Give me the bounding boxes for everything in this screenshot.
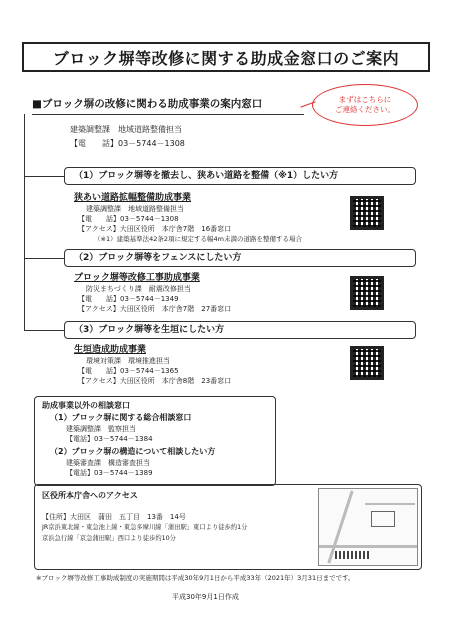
section3-dept: 環境対策課 環境推進担当 <box>86 357 170 365</box>
qr-code-1[interactable] <box>350 196 384 230</box>
map-road <box>319 545 417 548</box>
section2-heading: （2）ブロック塀等をフェンスにしたい方 <box>74 253 242 263</box>
consult-item2-dept: 建築審査課 構造審査担当 <box>66 459 150 467</box>
section1-access: 【アクセス】大田区役所 本庁舎7階 16番窓口 <box>78 225 232 233</box>
access-address: 【住所】大田区 蒲田 五丁目 13番 14号 <box>42 513 186 521</box>
section2-phone: 【電 話】03－5744－1349 <box>78 295 179 303</box>
section1-note: （※1）建築基準法42条2項に規定する幅4m未満の道路を整備する場合 <box>94 235 302 243</box>
section3-heading: （3）ブロック塀等を生垣にしたい方 <box>74 325 225 335</box>
tree-line <box>24 114 25 330</box>
page-title <box>22 42 430 72</box>
section3-phone: 【電 話】03－5744－1365 <box>78 367 179 375</box>
access-map[interactable] <box>318 488 418 566</box>
map-railway <box>335 551 369 559</box>
section1-program: 狭あい道路拡幅整備助成事業 <box>74 193 192 203</box>
connector-2 <box>24 258 64 259</box>
section1-heading: （1）ブロック塀等を撤去し、狭あい道路を整備（※1）したい方 <box>74 171 339 181</box>
section2-dept: 防災まちづくり課 耐震改修担当 <box>86 285 191 293</box>
section1-phone: 【電 話】03－5744－1308 <box>78 215 179 223</box>
access-line1: JR京浜東北線・東急池上線・東急多摩川線「蒲田駅」東口より徒歩約1分 <box>42 524 248 531</box>
access-line2: 京浜急行線「京急蒲田駅」西口より徒歩約10分 <box>42 535 176 542</box>
qr-code-2[interactable] <box>350 276 384 310</box>
consult-heading: 助成事業以外の相談窓口 <box>42 401 130 410</box>
map-road <box>365 503 415 505</box>
connector-3 <box>24 330 64 331</box>
contact-first-bubble <box>312 84 418 126</box>
page-title-text: ブロック塀等改修に関する助成金窓口のご案内 <box>52 48 400 68</box>
consult-item2-heading: （2）ブロック塀の構造について相談したい方 <box>50 447 216 456</box>
footnote: ※ブロック塀等改修工事助成制度の実施期間は平成30年9月1日から平成33年（2021年）3月31日までです。 <box>36 574 355 582</box>
main-heading: ■ブロック塀の改修に関わる助成事業の案内窓口 <box>32 96 304 115</box>
section3-access: 【アクセス】大田区役所 本庁舎8階 23番窓口 <box>78 377 232 385</box>
section2-program: ブロック塀等改修工事助成事業 <box>74 273 200 283</box>
consult-item1-heading: （1）ブロック塀に関する総合相談窓口 <box>50 413 192 422</box>
section3-program: 生垣造成助成事業 <box>74 345 147 355</box>
section2-access: 【アクセス】大田区役所 本庁舎7階 27番窓口 <box>78 305 232 313</box>
bubble-line1: まずはこちらに <box>338 94 392 104</box>
access-heading: 区役所本庁舎へのアクセス <box>42 491 138 500</box>
qr-code-3[interactable] <box>350 346 384 380</box>
section1-dept: 建築調整課 地域道路整備担当 <box>86 205 184 213</box>
bubble-line2: ご連絡ください。 <box>335 105 395 114</box>
first-contact-dept: 建築調整課 地域道路整備担当 <box>70 125 182 134</box>
consult-item2-phone: 【電話】03－5744－1389 <box>66 469 153 477</box>
consult-item1-dept: 建築調整課 監察担当 <box>66 425 136 433</box>
first-contact-phone: 【電 話】03－5744－1308 <box>70 139 185 148</box>
map-building <box>371 511 395 527</box>
consult-item1-phone: 【電話】03－5744－1384 <box>66 435 153 443</box>
connector-1 <box>24 176 64 177</box>
created-date: 平成30年9月1日作成 <box>172 593 239 601</box>
